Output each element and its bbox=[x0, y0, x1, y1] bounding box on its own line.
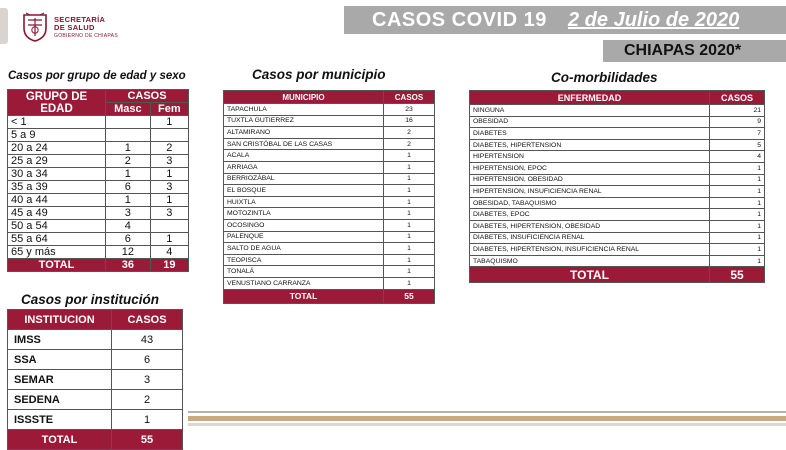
fem-value: 3 bbox=[150, 207, 188, 220]
disease-name: DIABETES, HIPERTENSION bbox=[470, 139, 710, 151]
disease-cases: 5 bbox=[710, 139, 765, 151]
municipio-name: TAPACHULA bbox=[224, 104, 384, 116]
municipio-name: TONALÁ bbox=[224, 266, 384, 278]
municipio-cases: 1 bbox=[384, 277, 435, 289]
age-group-header: GRUPO DE EDAD bbox=[8, 90, 106, 116]
institution-name: SEMAR bbox=[8, 370, 112, 390]
disease-cases: 1 bbox=[710, 220, 765, 232]
age-group: 40 a 44 bbox=[8, 194, 106, 207]
table-row bbox=[8, 129, 189, 142]
institution-total-row bbox=[8, 430, 183, 450]
disease-name: NINGUNA bbox=[470, 105, 710, 117]
table-row bbox=[224, 196, 435, 208]
municipio-name: TEOPISCA bbox=[224, 254, 384, 266]
institution-cases: 1 bbox=[112, 410, 183, 430]
disease-name: DIABETES, HIPERTENSION, INSUFICIENCIA RENAL bbox=[470, 244, 710, 256]
institution-total-cases: 55 bbox=[112, 430, 183, 450]
fem-value: 3 bbox=[150, 181, 188, 194]
masc-header: Masc bbox=[106, 103, 151, 116]
municipio-cases: 1 bbox=[384, 266, 435, 278]
masc-value: 3 bbox=[106, 207, 151, 220]
municipio-cases: 1 bbox=[384, 231, 435, 243]
logo-line-1: SECRETARÍA bbox=[54, 15, 106, 24]
table-row bbox=[8, 410, 183, 430]
table-row bbox=[224, 277, 435, 289]
disease-cases: 1 bbox=[710, 232, 765, 244]
disease-name: TABAQUISMO bbox=[470, 255, 710, 267]
fem-value: 1 bbox=[150, 194, 188, 207]
disease-name: DIABETES, EPOC bbox=[470, 209, 710, 221]
disease-name: HIPERTENSION bbox=[470, 151, 710, 163]
table-row bbox=[470, 197, 765, 209]
masc-value bbox=[106, 116, 151, 129]
table-row bbox=[470, 209, 765, 221]
fem-value: 1 bbox=[150, 116, 188, 129]
masc-value: 12 bbox=[106, 246, 151, 259]
table-row bbox=[224, 254, 435, 266]
disease-name: OBESIDAD bbox=[470, 116, 710, 128]
logo-line-3: GOBIERNO DE CHIAPAS bbox=[54, 32, 118, 39]
institution-name: IMSS bbox=[8, 330, 112, 350]
age-total-masc: 36 bbox=[106, 259, 151, 272]
municipio-name: HUIXTLA bbox=[224, 196, 384, 208]
table-row bbox=[470, 116, 765, 128]
coat-of-arms-icon bbox=[22, 12, 48, 42]
masc-value bbox=[106, 129, 151, 142]
municipio-name: ACALA bbox=[224, 150, 384, 162]
municipio-cases: 1 bbox=[384, 208, 435, 220]
table-row bbox=[224, 161, 435, 173]
disease-cases: 4 bbox=[710, 151, 765, 163]
fem-value bbox=[150, 220, 188, 233]
municipio-total-label: TOTAL bbox=[224, 289, 384, 303]
municipio-name: SAN CRISTÓBAL DE LAS CASAS bbox=[224, 138, 384, 150]
fem-value: 1 bbox=[150, 233, 188, 246]
table-row bbox=[470, 139, 765, 151]
age-group: 30 a 34 bbox=[8, 168, 106, 181]
table-row bbox=[470, 220, 765, 232]
footer-stripe-grey bbox=[188, 411, 786, 413]
table-row bbox=[470, 186, 765, 198]
municipio-cases: 1 bbox=[384, 243, 435, 255]
table-row bbox=[224, 127, 435, 139]
disease-name: DIABETES, INSUFICIENCIA RENAL bbox=[470, 232, 710, 244]
footer-stripe-gold bbox=[188, 416, 786, 421]
municipio-cases: 1 bbox=[384, 196, 435, 208]
institution-name: ISSSTE bbox=[8, 410, 112, 430]
disease-name: DIABETES, HIPERTENSION, OBESIDAD bbox=[470, 220, 710, 232]
institution-table bbox=[7, 309, 183, 450]
institution-name: SEDENA bbox=[8, 390, 112, 410]
masc-value: 1 bbox=[106, 142, 151, 155]
institution-cases: 2 bbox=[112, 390, 183, 410]
table-row bbox=[8, 116, 189, 129]
table-row bbox=[224, 115, 435, 127]
fem-value: 4 bbox=[150, 246, 188, 259]
logo-line-2: DE SALUD bbox=[54, 22, 95, 32]
municipio-cases-header: CASOS bbox=[384, 91, 435, 104]
municipio-total-cases: 55 bbox=[384, 289, 435, 303]
masc-value: 6 bbox=[106, 181, 151, 194]
region-subtitle: CHIAPAS 2020* bbox=[624, 42, 742, 59]
age-section-heading: Casos por grupo de edad y sexo bbox=[8, 70, 186, 82]
age-group: 35 a 39 bbox=[8, 181, 106, 194]
table-row bbox=[8, 155, 189, 168]
age-cases-header: CASOS bbox=[106, 90, 189, 103]
fem-value: 1 bbox=[150, 168, 188, 181]
institution-header: INSTITUCION bbox=[8, 310, 112, 330]
table-row bbox=[224, 104, 435, 116]
institution-cases-header: CASOS bbox=[112, 310, 183, 330]
municipio-section-heading: Casos por municipio bbox=[252, 67, 386, 82]
disease-cases: 1 bbox=[710, 162, 765, 174]
table-row bbox=[8, 246, 189, 259]
disease-cases: 9 bbox=[710, 116, 765, 128]
disease-cases: 7 bbox=[710, 128, 765, 140]
fem-value bbox=[150, 129, 188, 142]
municipio-cases: 1 bbox=[384, 150, 435, 162]
masc-value: 1 bbox=[106, 194, 151, 207]
table-row bbox=[470, 244, 765, 256]
table-row bbox=[224, 185, 435, 197]
table-row bbox=[224, 208, 435, 220]
masc-value: 6 bbox=[106, 233, 151, 246]
comorbidity-section-heading: Co-morbilidades bbox=[551, 70, 658, 85]
masc-value: 4 bbox=[106, 220, 151, 233]
age-group: 55 a 64 bbox=[8, 233, 106, 246]
table-row bbox=[8, 330, 183, 350]
age-group: < 1 bbox=[8, 116, 106, 129]
age-group: 50 a 54 bbox=[8, 220, 106, 233]
fem-header: Fem bbox=[150, 103, 188, 116]
table-row bbox=[224, 219, 435, 231]
institution-cases: 6 bbox=[112, 350, 183, 370]
table-row bbox=[8, 350, 183, 370]
table-row bbox=[8, 194, 189, 207]
municipio-name: ALTAMIRANO bbox=[224, 127, 384, 139]
disease-name: OBESIDAD, TABAQUISMO bbox=[470, 197, 710, 209]
fem-value: 2 bbox=[150, 142, 188, 155]
comorbidity-table bbox=[469, 90, 765, 283]
municipio-name: MOTOZINTLA bbox=[224, 208, 384, 220]
comorbidity-total-cases: 55 bbox=[710, 267, 765, 283]
disease-cases: 1 bbox=[710, 209, 765, 221]
footer-stripe-light bbox=[188, 423, 786, 426]
institution-name: SSA bbox=[8, 350, 112, 370]
table-row bbox=[470, 105, 765, 117]
table-row bbox=[224, 173, 435, 185]
age-group: 45 a 49 bbox=[8, 207, 106, 220]
municipio-cases: 1 bbox=[384, 173, 435, 185]
table-row bbox=[8, 220, 189, 233]
table-row bbox=[470, 232, 765, 244]
disease-name: HIPERTENSION, OBESIDAD bbox=[470, 174, 710, 186]
table-row bbox=[470, 128, 765, 140]
table-row bbox=[8, 207, 189, 220]
page-title: CASOS COVID 19 bbox=[372, 9, 547, 31]
table-row bbox=[8, 181, 189, 194]
age-table bbox=[7, 89, 189, 272]
municipio-name: OCOSINGO bbox=[224, 219, 384, 231]
municipio-cases: 23 bbox=[384, 104, 435, 116]
municipio-table bbox=[223, 90, 435, 304]
disease-cases: 1 bbox=[710, 186, 765, 198]
municipio-name: ARRIAGA bbox=[224, 161, 384, 173]
table-row bbox=[8, 168, 189, 181]
table-row bbox=[8, 142, 189, 155]
municipio-name: BERRIOZÁBAL bbox=[224, 173, 384, 185]
disease-cases: 1 bbox=[710, 255, 765, 267]
disease-name: DIABETES bbox=[470, 128, 710, 140]
municipio-cases: 2 bbox=[384, 127, 435, 139]
report-date: 2 de Julio de 2020 bbox=[568, 9, 740, 31]
age-group: 20 a 24 bbox=[8, 142, 106, 155]
age-total-fem: 19 bbox=[150, 259, 188, 272]
institution-section-heading: Casos por institución bbox=[21, 292, 160, 307]
municipio-cases: 1 bbox=[384, 161, 435, 173]
disease-cases: 1 bbox=[710, 244, 765, 256]
disease-header: ENFERMEDAD bbox=[470, 91, 710, 105]
table-row bbox=[470, 162, 765, 174]
comorbidity-cases-header: CASOS bbox=[710, 91, 765, 105]
institution-cases: 3 bbox=[112, 370, 183, 390]
table-row bbox=[224, 150, 435, 162]
table-row bbox=[8, 233, 189, 246]
disease-name: HIPERTENSION, INSUFICIENCIA RENAL bbox=[470, 186, 710, 198]
municipio-name: TUXTLA GUTIERREZ bbox=[224, 115, 384, 127]
municipio-name: EL BOSQUE bbox=[224, 185, 384, 197]
disease-cases: 21 bbox=[710, 105, 765, 117]
table-row bbox=[224, 266, 435, 278]
table-row bbox=[470, 255, 765, 267]
masc-value: 2 bbox=[106, 155, 151, 168]
municipio-total-row bbox=[224, 289, 435, 303]
age-group: 65 y más bbox=[8, 246, 106, 259]
table-row bbox=[470, 151, 765, 163]
institution-cases: 43 bbox=[112, 330, 183, 350]
disease-name: HIPERTENSION, EPOC bbox=[470, 162, 710, 174]
comorbidity-total-label: TOTAL bbox=[470, 267, 710, 283]
logo-text bbox=[54, 16, 118, 39]
table-row bbox=[224, 138, 435, 150]
age-group: 5 a 9 bbox=[8, 129, 106, 142]
left-edge-tab bbox=[0, 8, 8, 44]
disease-cases: 1 bbox=[710, 197, 765, 209]
municipio-cases: 1 bbox=[384, 254, 435, 266]
table-row bbox=[8, 390, 183, 410]
table-row bbox=[470, 174, 765, 186]
municipio-cases: 1 bbox=[384, 185, 435, 197]
age-group: 25 a 29 bbox=[8, 155, 106, 168]
institution-total-label: TOTAL bbox=[8, 430, 112, 450]
age-total-row bbox=[8, 259, 189, 272]
masc-value: 1 bbox=[106, 168, 151, 181]
table-row bbox=[8, 370, 183, 390]
fem-value: 3 bbox=[150, 155, 188, 168]
municipio-cases: 1 bbox=[384, 219, 435, 231]
disease-cases: 1 bbox=[710, 174, 765, 186]
municipio-header: MUNICIPIO bbox=[224, 91, 384, 104]
table-row bbox=[224, 243, 435, 255]
municipio-name: PALENQUE bbox=[224, 231, 384, 243]
municipio-cases: 2 bbox=[384, 138, 435, 150]
municipio-name: VENUSTIANO CARRANZA bbox=[224, 277, 384, 289]
age-total-label: TOTAL bbox=[8, 259, 106, 272]
municipio-cases: 16 bbox=[384, 115, 435, 127]
municipio-name: SALTO DE AGUA bbox=[224, 243, 384, 255]
comorbidity-total-row bbox=[470, 267, 765, 283]
table-row bbox=[224, 231, 435, 243]
